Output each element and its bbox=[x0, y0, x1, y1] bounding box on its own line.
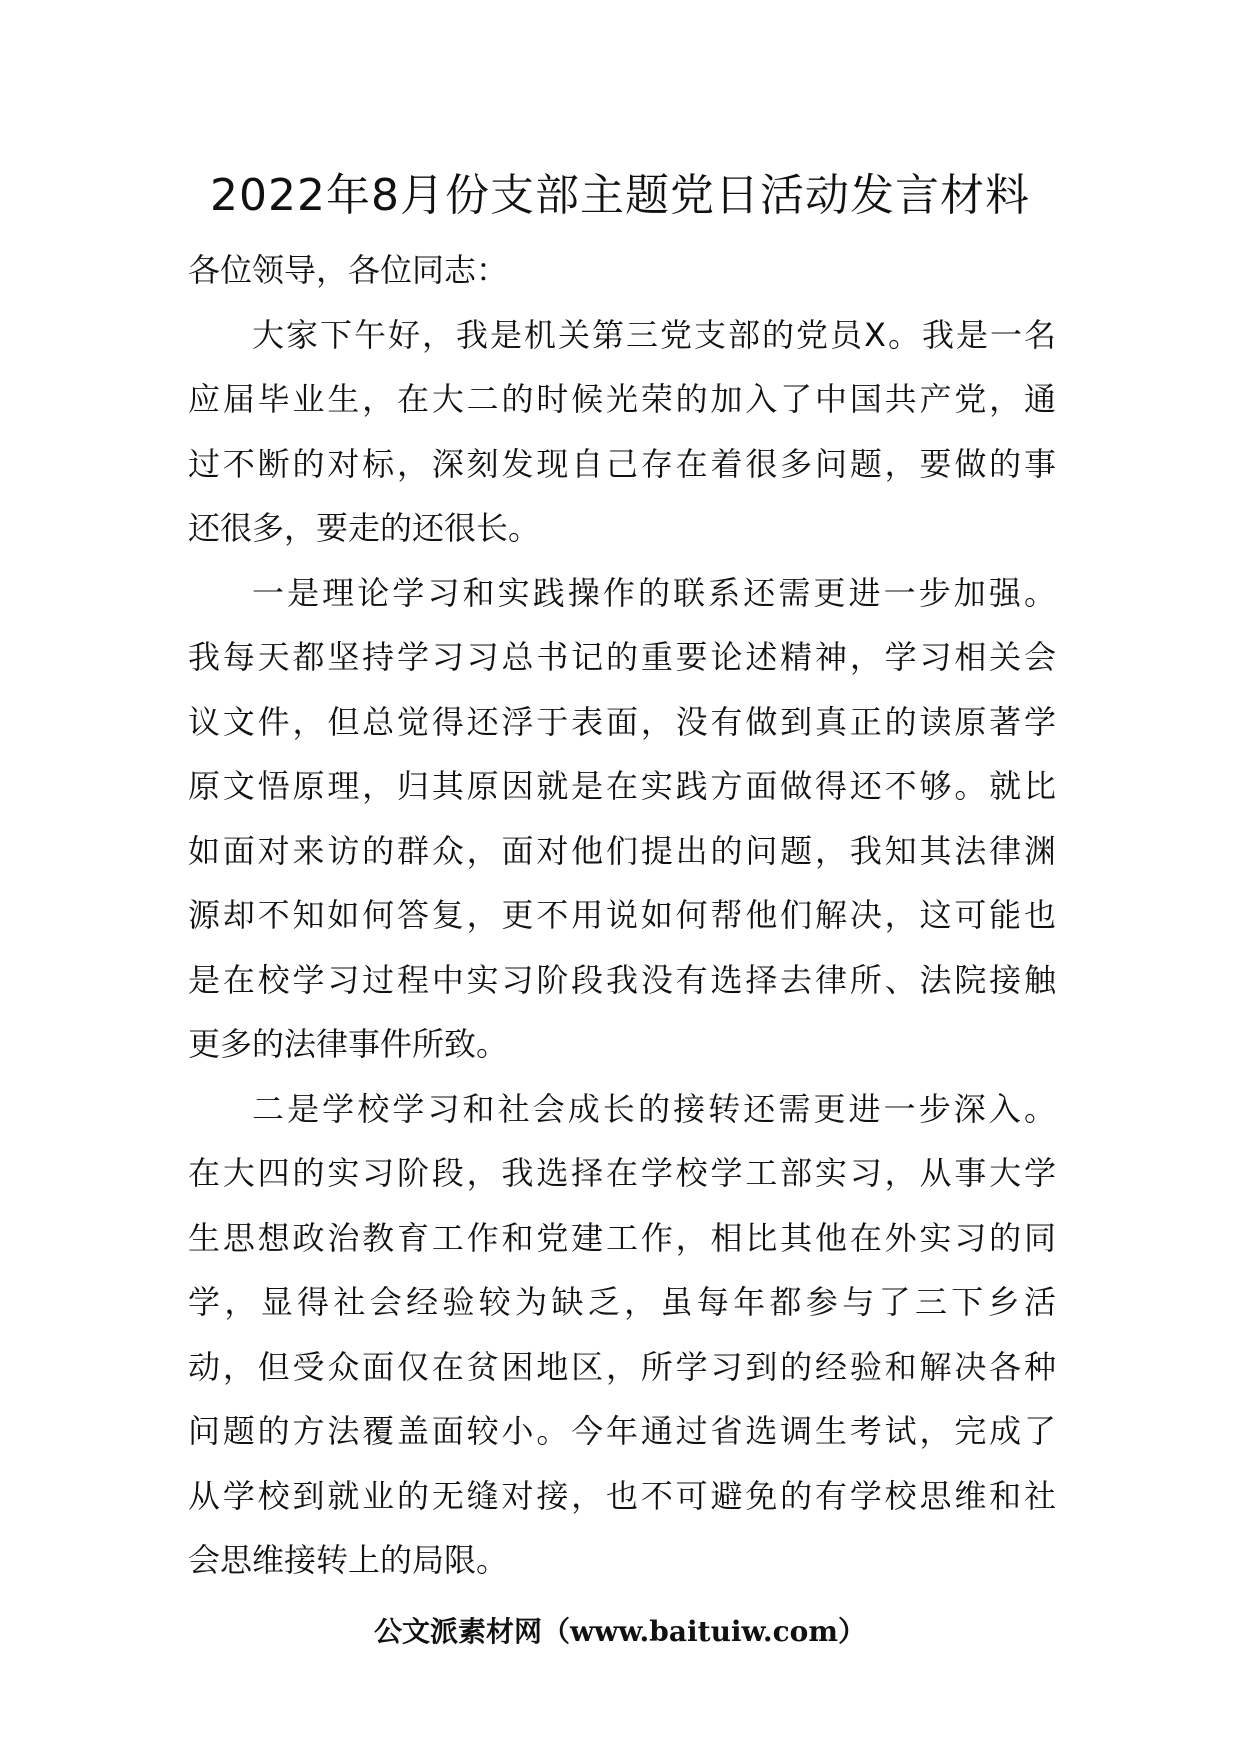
paragraph-3 bbox=[188, 1077, 1056, 1593]
paragraph-line: 从学校到就业的无缝对接，也不可避免的有学校思维和社 bbox=[188, 1476, 1056, 1515]
paragraph-line: 更多的法律事件所致。 bbox=[188, 1025, 509, 1063]
paragraph-line: 是在校学习过程中实习阶段我没有选择去律所、法院接触 bbox=[188, 960, 1056, 999]
paragraph-line: 在大四的实习阶段，我选择在学校学工部实习，从事大学 bbox=[188, 1154, 1056, 1192]
paragraph-line: 大家下午好，我是机关第三党支部的党员X。我是一名 bbox=[252, 315, 1056, 354]
paragraph-line: 生思想政治教育工作和党建工作，相比其他在外实习的同 bbox=[188, 1218, 1056, 1257]
paragraph-1 bbox=[188, 303, 1056, 561]
paragraph-line: 二是学校学习和社会成长的接转还需更进一步深入。 bbox=[252, 1089, 1056, 1128]
paragraph-line: 问题的方法覆盖面较小。今年通过省选调生考试，完成了 bbox=[188, 1412, 1056, 1450]
paragraph-2 bbox=[188, 561, 1056, 1077]
paragraph-line: 我每天都坚持学习习总书记的重要论述精神，学习相关会 bbox=[188, 638, 1056, 676]
document-title: 2022年8月份支部主题党日活动发言材料 bbox=[210, 170, 1030, 221]
paragraph-line: 应届毕业生，在大二的时候光荣的加入了中国共产党，通 bbox=[188, 380, 1056, 418]
paragraph-line: 还很多，要走的还很长。 bbox=[188, 509, 541, 547]
salutation: 各位领导，各位同志： bbox=[188, 251, 509, 289]
paragraph-line: 议文件，但总觉得还浮于表面，没有做到真正的读原著学 bbox=[188, 702, 1056, 741]
source-footer: 公文派素材网（www.baituiw.com） bbox=[374, 1615, 866, 1648]
paragraph-line: 过不断的对标，深刻发现自己存在着很多问题，要做的事 bbox=[188, 444, 1056, 483]
paragraph-line: 会思维接转上的局限。 bbox=[188, 1541, 509, 1579]
paragraph-line: 学，显得社会经验较为缺乏，虽每年都参与了三下乡活 bbox=[188, 1283, 1056, 1321]
paragraph-line: 原文悟原理，归其原因就是在实践方面做得还不够。就比 bbox=[188, 767, 1056, 805]
paragraph-line: 如面对来访的群众，面对他们提出的问题，我知其法律渊 bbox=[188, 831, 1056, 870]
paragraph-line: 一是理论学习和实践操作的联系还需更进一步加强。 bbox=[252, 573, 1056, 612]
document-body bbox=[188, 238, 1056, 1593]
paragraph-line: 动，但受众面仅在贫困地区，所学习到的经验和解决各种 bbox=[188, 1347, 1056, 1386]
paragraph-line: 源却不知如何答复，更不用说如何帮他们解决，这可能也 bbox=[188, 896, 1056, 934]
